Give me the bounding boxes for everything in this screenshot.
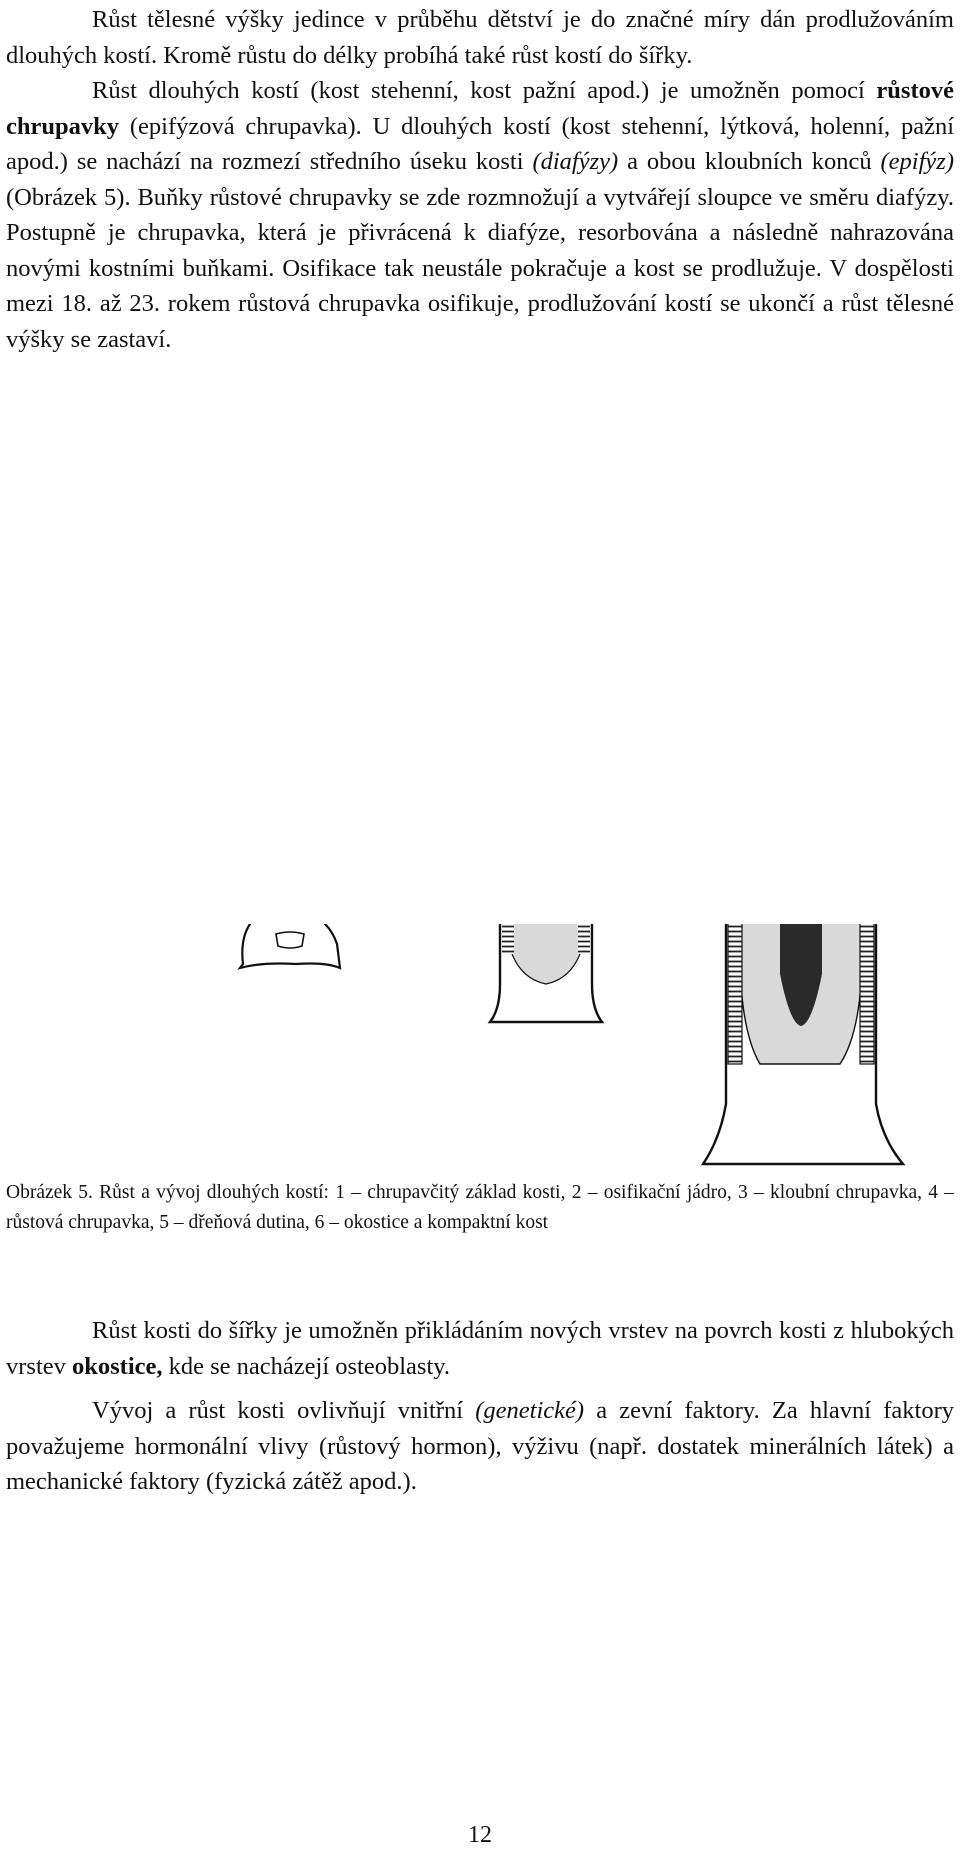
p3-text-a: Růst kosti do šířky je umožněn přikládáním nových vrstev na povrch kosti z hlubokých vrstev bbox=[6, 1317, 954, 1380]
figure-caption: Obrázek 5. Růst a vývoj dlouhých kostí: 1 – chrupavčitý základ kosti, 2 – osifikační jádro, 3 – kloubní chrupavka, 4 – růstová chrupavka, 5 – dřeňová dutina, 6 – okostice a kompaktní kost bbox=[6, 1182, 954, 1233]
p3-text-b: kde se nacházejí osteoblasty. bbox=[162, 1352, 451, 1380]
p2-text-b: (epifýzová chrupavka). U dlouhých kostí (kost stehenní, lýtková, holenní, pažní apod.) se nachází na rozmezí středního úseku kosti bbox=[6, 112, 954, 175]
term-growth-cartilage: růstové chrupavky bbox=[6, 77, 954, 140]
term-diaphysis: (diafýzy) bbox=[532, 148, 619, 175]
p4-text-b: a zevní faktory. Za hlavní faktory považujeme hormonální vlivy (růstový hormon), výživu (např. dostatek minerálních látek) a mechanické faktory (fyzická zátěž apod.). bbox=[6, 1397, 954, 1495]
p4-text-a: Vývoj a růst kosti ovlivňují vnitřní bbox=[92, 1397, 476, 1424]
paragraph-factors bbox=[6, 1393, 954, 1500]
paragraph-intro bbox=[6, 2, 954, 73]
p2-text-d: (Obrázek 5). Buňky růstové chrupavky se zde rozmnožují a vytvářejí sloupce ve směru diafýzy. Postupně je chrupavka, která je přivrácená k diafýze, resorbována a následně nahrazována novými kostními buňkami. Osifikace tak neustále pokračuje a kost se prodlužuje. V dospělosti mezi 18. až 23. rokem růstová chrupavka osifikuje, prodlužování kostí se ukončí a růst tělesné výšky se zastaví. bbox=[6, 183, 954, 353]
page-number: 12 bbox=[468, 1822, 492, 1848]
paragraph-width-growth bbox=[6, 1313, 954, 1384]
paragraph-growth-cartilage bbox=[6, 73, 954, 357]
paragraph-intro-text: Růst tělesné výšky jedince v průběhu dětství je do značné míry dán prodlužováním dlouhých kostí. Kromě růstu do délky probíhá také růst kostí do šířky. bbox=[6, 6, 954, 69]
bone-stage-3 bbox=[490, 924, 602, 1022]
p2-text-c: a obou kloubních konců bbox=[618, 148, 881, 175]
term-periosteum: okostice, bbox=[72, 1352, 163, 1380]
term-epiphysis: (epifýz) bbox=[880, 148, 954, 175]
bone-stage-2 bbox=[240, 924, 340, 968]
bone-stage-4 bbox=[703, 924, 903, 1164]
figure-bone-growth bbox=[0, 924, 960, 1180]
term-genetic: (genetické) bbox=[475, 1397, 585, 1424]
bone-growth-illustration bbox=[0, 924, 960, 1180]
p2-text-a: Růst dlouhých kostí (kost stehenní, kost pažní apod.) je umožněn pomocí bbox=[92, 77, 877, 104]
